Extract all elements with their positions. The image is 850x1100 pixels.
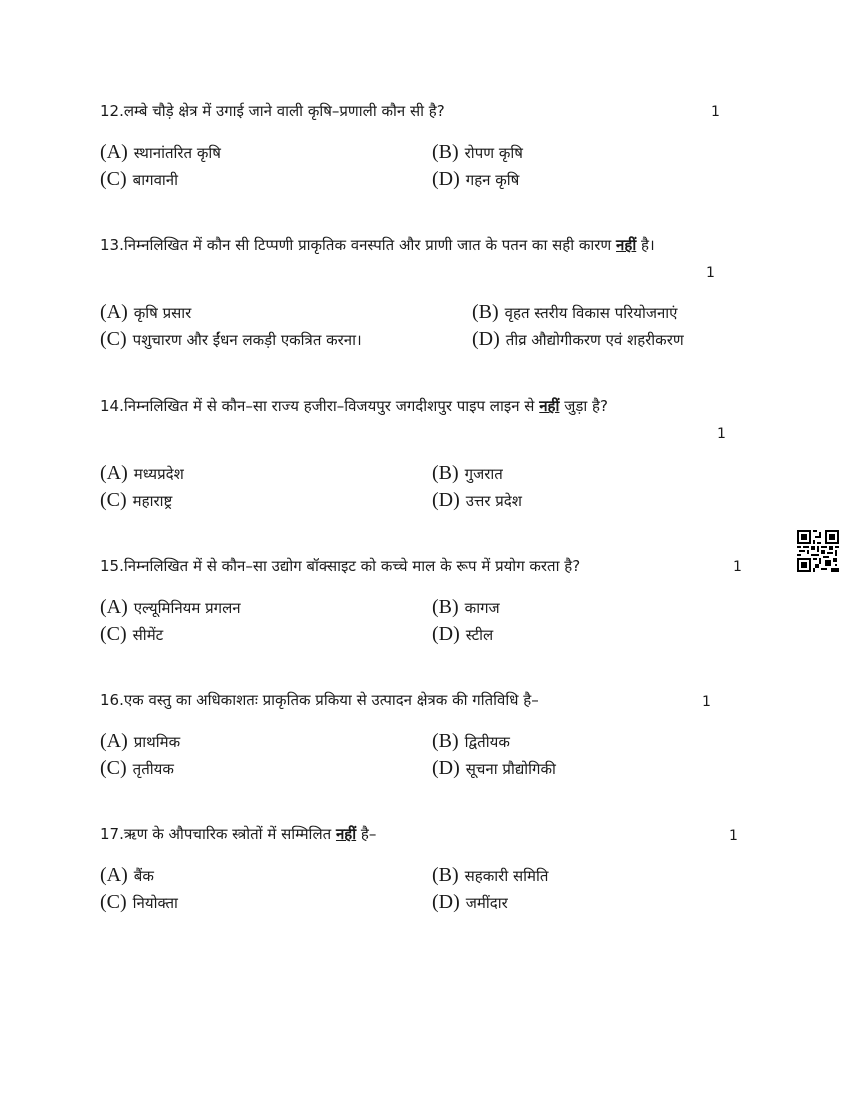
option-d: (D) तीव्र औद्योगीकरण एवं शहरीकरण [472, 328, 684, 350]
option-c: (C) तृतीयक [100, 757, 174, 779]
marks: 1 [733, 559, 742, 575]
option-a: (A) कृषि प्रसार [100, 301, 192, 323]
option-a: (A) मध्यप्रदेश [100, 462, 184, 484]
question-14 [100, 393, 745, 420]
option-c: (C) पशुचारण और ईंधन लकड़ी एकत्रित करना। [100, 328, 362, 350]
option-a: (A) स्थानांतरित कृषि [100, 141, 221, 163]
question-text: 15.निम्नलिखित में से कौन–सा उद्योग बॉक्साइट को कच्चे माल के रूप में प्रयोग करता है? [100, 557, 581, 575]
emphasis-text: नहीं [616, 236, 637, 254]
question-12 [100, 98, 745, 125]
question-text: 12.लम्बे चौड़े क्षेत्र में उगाई जाने वाली कृषि–प्रणाली कौन सी है? [100, 102, 445, 120]
question-17 [100, 821, 745, 848]
option-d: (D) जमींदार [432, 891, 508, 913]
option-c: (C) नियोक्ता [100, 891, 178, 913]
marks: 1 [706, 265, 715, 281]
option-c: (C) बागवानी [100, 168, 179, 190]
question-13 [100, 232, 745, 259]
question-text: 13.निम्नलिखित में कौन सी टिप्पणी प्राकृतिक वनस्पति और प्राणी जात के पतन का सही कारण नहीं है। [100, 236, 655, 254]
question-16 [100, 687, 745, 714]
marks: 1 [729, 828, 738, 844]
option-d: (D) सूचना प्रौद्योगिकी [432, 757, 556, 779]
option-a: (A) बैंक [100, 864, 154, 886]
option-d: (D) स्टील [432, 623, 494, 645]
question-15 [100, 553, 740, 580]
marks: 1 [711, 104, 720, 120]
option-c: (C) महाराष्ट्र [100, 489, 173, 511]
option-d: (D) गहन कृषि [432, 168, 520, 190]
question-text: 17.ऋण के औपचारिक स्त्रोतों में सम्मिलित नहीं है– [100, 825, 377, 843]
option-b: (B) रोपण कृषि [432, 141, 523, 163]
option-b: (B) द्वितीयक [432, 730, 510, 752]
marks: 1 [717, 426, 726, 442]
option-b: (B) सहकारी समिति [432, 864, 549, 886]
option-d: (D) उत्तर प्रदेश [432, 489, 522, 511]
option-b: (B) कागज [432, 596, 500, 618]
option-b: (B) वृहत स्तरीय विकास परियोजनाएं [472, 301, 678, 323]
question-text: 14.निम्नलिखित में से कौन–सा राज्य हजीरा–विजयपुर जगदीशपुर पाइप लाइन से नहीं जुड़ा है? [100, 397, 608, 415]
marks: 1 [702, 694, 711, 710]
option-c: (C) सीमेंट [100, 623, 164, 645]
qr-code [797, 530, 839, 572]
option-b: (B) गुजरात [432, 462, 503, 484]
question-text: 16.एक वस्तु का अधिकाशतः प्राकृतिक प्रकिया से उत्पादन क्षेत्रक की गतिविधि है– [100, 691, 539, 709]
emphasis-text: नहीं [335, 825, 357, 843]
option-a: (A) एल्यूमिनियम प्रगलन [100, 596, 241, 618]
option-a: (A) प्राथमिक [100, 730, 181, 752]
emphasis-text: नहीं [539, 397, 560, 415]
